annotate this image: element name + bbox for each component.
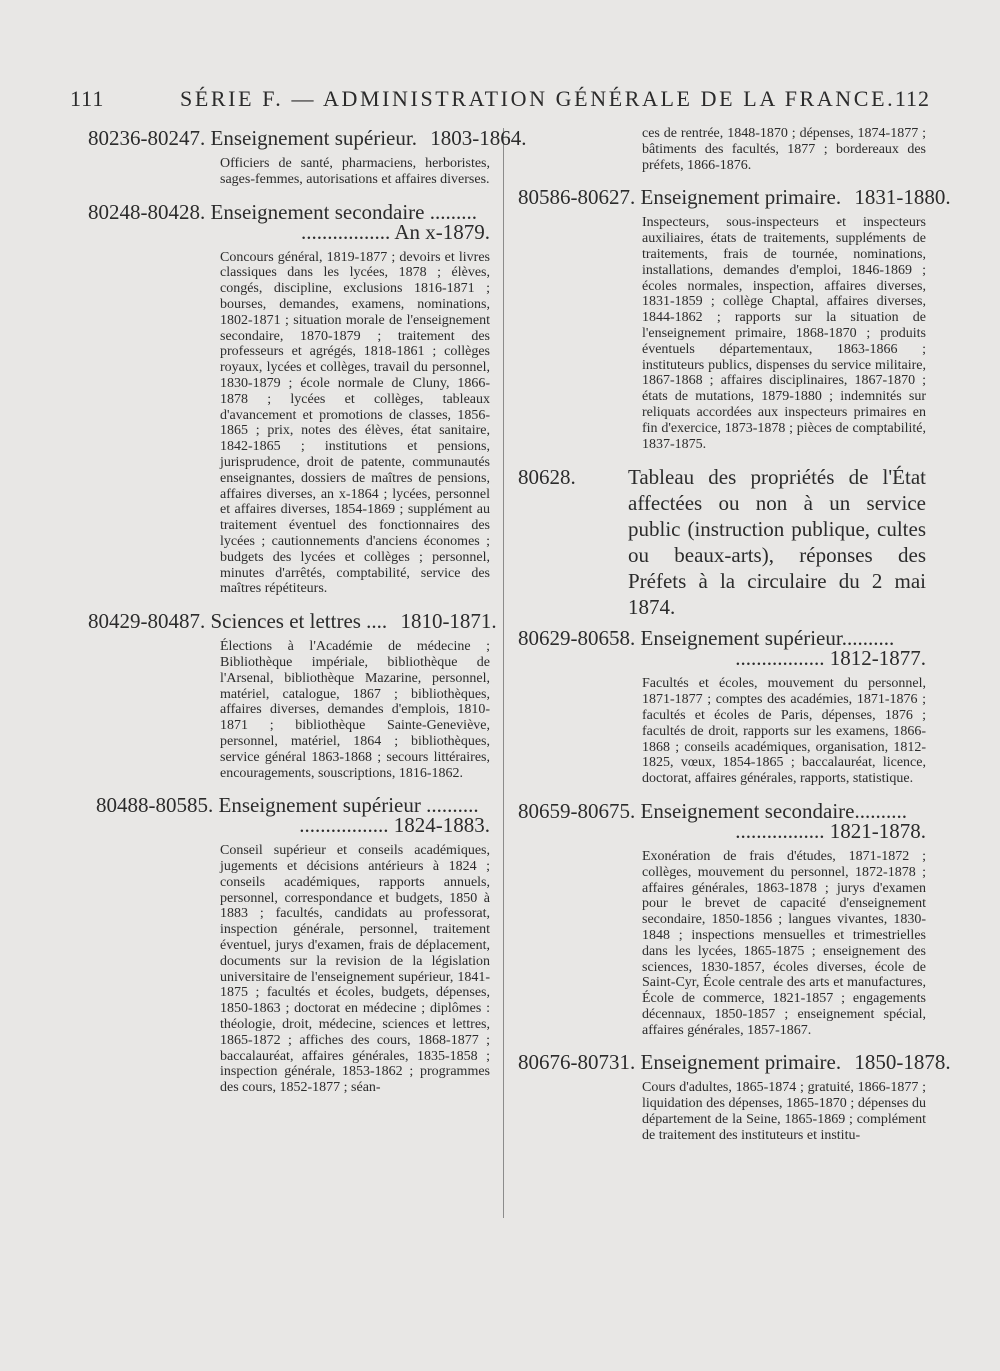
- entry-dates: ................. 1824-1883.: [299, 813, 490, 838]
- entry: [88, 793, 490, 1096]
- entry-cote: 80676-80731.: [518, 1050, 636, 1075]
- entry-cote: 80488-80585.: [96, 793, 214, 818]
- entry-dates: 1803-1864.: [430, 126, 527, 150]
- entry-title: Enseignement supérieur.: [210, 126, 417, 150]
- entry-body: Élections à l'Académie de médecine ; Bibliothèque impériale, bibliothèque de l'Arsenal, bibliothèque Mazarine, personnel, matériel, catalogue, 1867 ; bibliothèques, affaires diverses, demandes d'emplois, 1810-1871 ; bibliothèque Sainte-Geneviève, personnel, matériel, 1864 ; bibliothèques, service général 1863-1868 ; secours littéraires, encouragements, souscriptions, 1816-1862.: [220, 639, 490, 781]
- page-number-left: 111: [70, 86, 105, 111]
- left-column: [88, 126, 527, 1108]
- entry-title: Enseignement secondaire .........: [210, 199, 477, 224]
- page-header: [70, 86, 930, 116]
- entry: [88, 200, 490, 598]
- entry-cote: 80629-80658.: [518, 626, 636, 651]
- entry-title: Enseignement primaire.: [640, 1050, 842, 1075]
- right-column: [518, 126, 951, 1156]
- continued-text: ces de rentrée, 1848-1870 ; dépenses, 1874-1877 ; bâtiments des facultés, 1877 ; bordereaux des préfets, 1866-1876.: [642, 126, 926, 173]
- entry-title: Enseignement primaire.: [640, 185, 842, 210]
- entry-heading: [88, 609, 497, 634]
- entry-cote: 80429-80487.: [88, 609, 206, 634]
- entry-title: Tableau des propriétés de l'État affectées ou non à un service public (instruction publique, cultes ou beaux-arts), réponses des Préfets à la circulaire du 2 mai 1874.: [628, 465, 926, 620]
- entry-cote: 80659-80675.: [518, 798, 636, 823]
- page-number-right: 112: [894, 86, 930, 111]
- entry-dates: 1831-1880.: [854, 185, 951, 210]
- entry-heading: [518, 1050, 951, 1075]
- column-divider: [503, 128, 504, 1218]
- entry-body: Conseil supérieur et conseils académiques, jugements et décisions antérieurs à 1824 ; conseils académiques, rapports annuels, personnel, correspondance et budgets, 1850 à 1883 ; facultés, candidats au professorat, inspection générale, personnel, traitement éventuel, jurys d'examen, frais de déplacement, documents sur la revision de la législation universitaire de l'enseignement supérieur, 1841-1875 ; facultés et écoles, budgets, dépenses, 1850-1863 ; doctorat en médecine ; diplômes : théologie, droit, médecine, sciences et lettres, 1865-1872 ; affiches des cours, 1868-1877 ; baccalauréat, affaires générales, 1835-1858 ; inspection générale, 1853-1862 ; programmes des cours, 1852-1877 ; séan-: [220, 843, 490, 1096]
- entry: [518, 1050, 951, 1143]
- entry-body: Officiers de santé, pharmaciens, herboristes, sages-femmes, autorisations et affaires diverses.: [220, 156, 490, 187]
- table-entry: [518, 464, 926, 620]
- entry-dates: 1850-1878.: [854, 1050, 951, 1075]
- entry-body: Facultés et écoles, mouvement du personnel, 1871-1877 ; comptes des académies, 1871-1876 ; facultés et écoles de Paris, dépenses, 1876 ; facultés de droit, rapports sur les examens, 1866-1868 ; conseils académiques, organisation, 1812-1825, vœux, 1854-1865 ; baccalauréat, licence, doctorat, affaires générales, rapports, statistique.: [642, 676, 926, 787]
- entry: [518, 185, 951, 452]
- entry-cote: 80236-80247.: [88, 126, 206, 150]
- entry-body: Inspecteurs, sous-inspecteurs et inspecteurs auxiliaires, états de traitements, suppléments de traitements, frais de tournée, nominations, installations, demandes d'emploi, 1846-1869 ; écoles normales, inspection, affaires diverses, 1831-1859 ; collège Chaptal, affaires diverses, 1844-1862 ; rapports sur la situation de l'enseignement primaire, 1868-1870 ; produits éventuels départementaux, 1863-1866 ; instituteurs publics, dispenses du service militaire, 1867-1868 ; affaires disciplinaires, 1867-1870 ; états de mutations, 1879-1880 ; indemnités sur reliquats accordées aux inspecteurs primaires en fin d'exercice, 1873-1878 ; pièces de comptabilité, 1837-1875.: [642, 215, 926, 452]
- entry-dates: ................. 1821-1878.: [735, 818, 926, 843]
- entry-cote: 80628.: [518, 465, 576, 490]
- entry-title: Enseignement secondaire..........: [640, 798, 907, 823]
- entry-body: Concours général, 1819-1877 ; devoirs et livres classiques dans les lycées, 1878 ; élèves, congés, discipline, exclusions 1816-1871 ; bourses, demandes, examens, nominations, 1802-1871 ; situation morale de l'enseignement secondaire, 1870-1879 ; traitement des professeurs et agrégés, 1818-1861 ; collèges royaux, lycées et collèges, travail du personnel, 1830-1879 ; école normale de Cluny, 1866-1878 ; lycées et collèges, tableaux d'avancement et promotions de classes, 1856-1865 ; prix, notes des élèves, état sanitaire, 1842-1865 ; institutions et pensions, jurisprudence, droit de patente, communautés enseignantes, dossiers de maîtres de pensions, affaires diverses, an x-1864 ; lycées, personnel et affaires diverses, 1854-1869 ; supplément au traitement éventuel des fonctionnaires des lycées ; cautionnements d'anciens économes ; budgets des lycées et collèges ; personnel, minutes d'arrêtés, comptabilité, service des maîtres répétiteurs.: [220, 249, 490, 597]
- entry: [88, 609, 497, 781]
- entry-dates: ................. 1812-1877.: [735, 646, 926, 671]
- entry-heading: [88, 126, 527, 150]
- entry: [518, 799, 926, 1039]
- entry: [88, 126, 527, 188]
- entry-title: Enseignement supérieur..........: [640, 626, 895, 651]
- entry: [518, 626, 926, 787]
- running-title: SÉRIE F. — ADMINISTRATION GÉNÉRALE DE LA FRANCE.: [180, 86, 896, 111]
- entry-dates: 1810-1871.: [400, 609, 497, 634]
- entry-cote: 80586-80627.: [518, 185, 636, 210]
- entry-cote: 80248-80428.: [88, 199, 206, 224]
- entry-body: Exonération de frais d'études, 1871-1872 ; collèges, mouvement du personnel, 1872-1878 ; affaires générales, 1863-1878 ; jurys d'examen pour le brevet de capacité d'enseignement secondaire, 1850-1856 ; langues vivantes, 1830-1848 ; inspections mensuelles et trimestrielles dans les lycées, 1865-1875 ; enseignement des sciences, 1830-1857, écoles diverses, école de Saint-Cyr, École centrale des arts et manufactures, École de commerce, 1821-1857 ; engagements décennaux, 1850-1857 ; enseignement spécial, affaires générales, 1857-1867.: [642, 848, 926, 1038]
- entry-title: Enseignement supérieur ..........: [218, 793, 479, 818]
- entry-heading: [518, 185, 951, 210]
- entry-dates: ................. An x-1879.: [301, 219, 490, 244]
- entry-body: Cours d'adultes, 1865-1874 ; gratuité, 1866-1877 ; liquidation des dépenses, 1865-1870 ; dépenses du département de la Seine, 1865-1869 ; complément de traitement des instituteurs et institu-: [642, 1080, 926, 1143]
- entry-title: Sciences et lettres ....: [210, 609, 388, 634]
